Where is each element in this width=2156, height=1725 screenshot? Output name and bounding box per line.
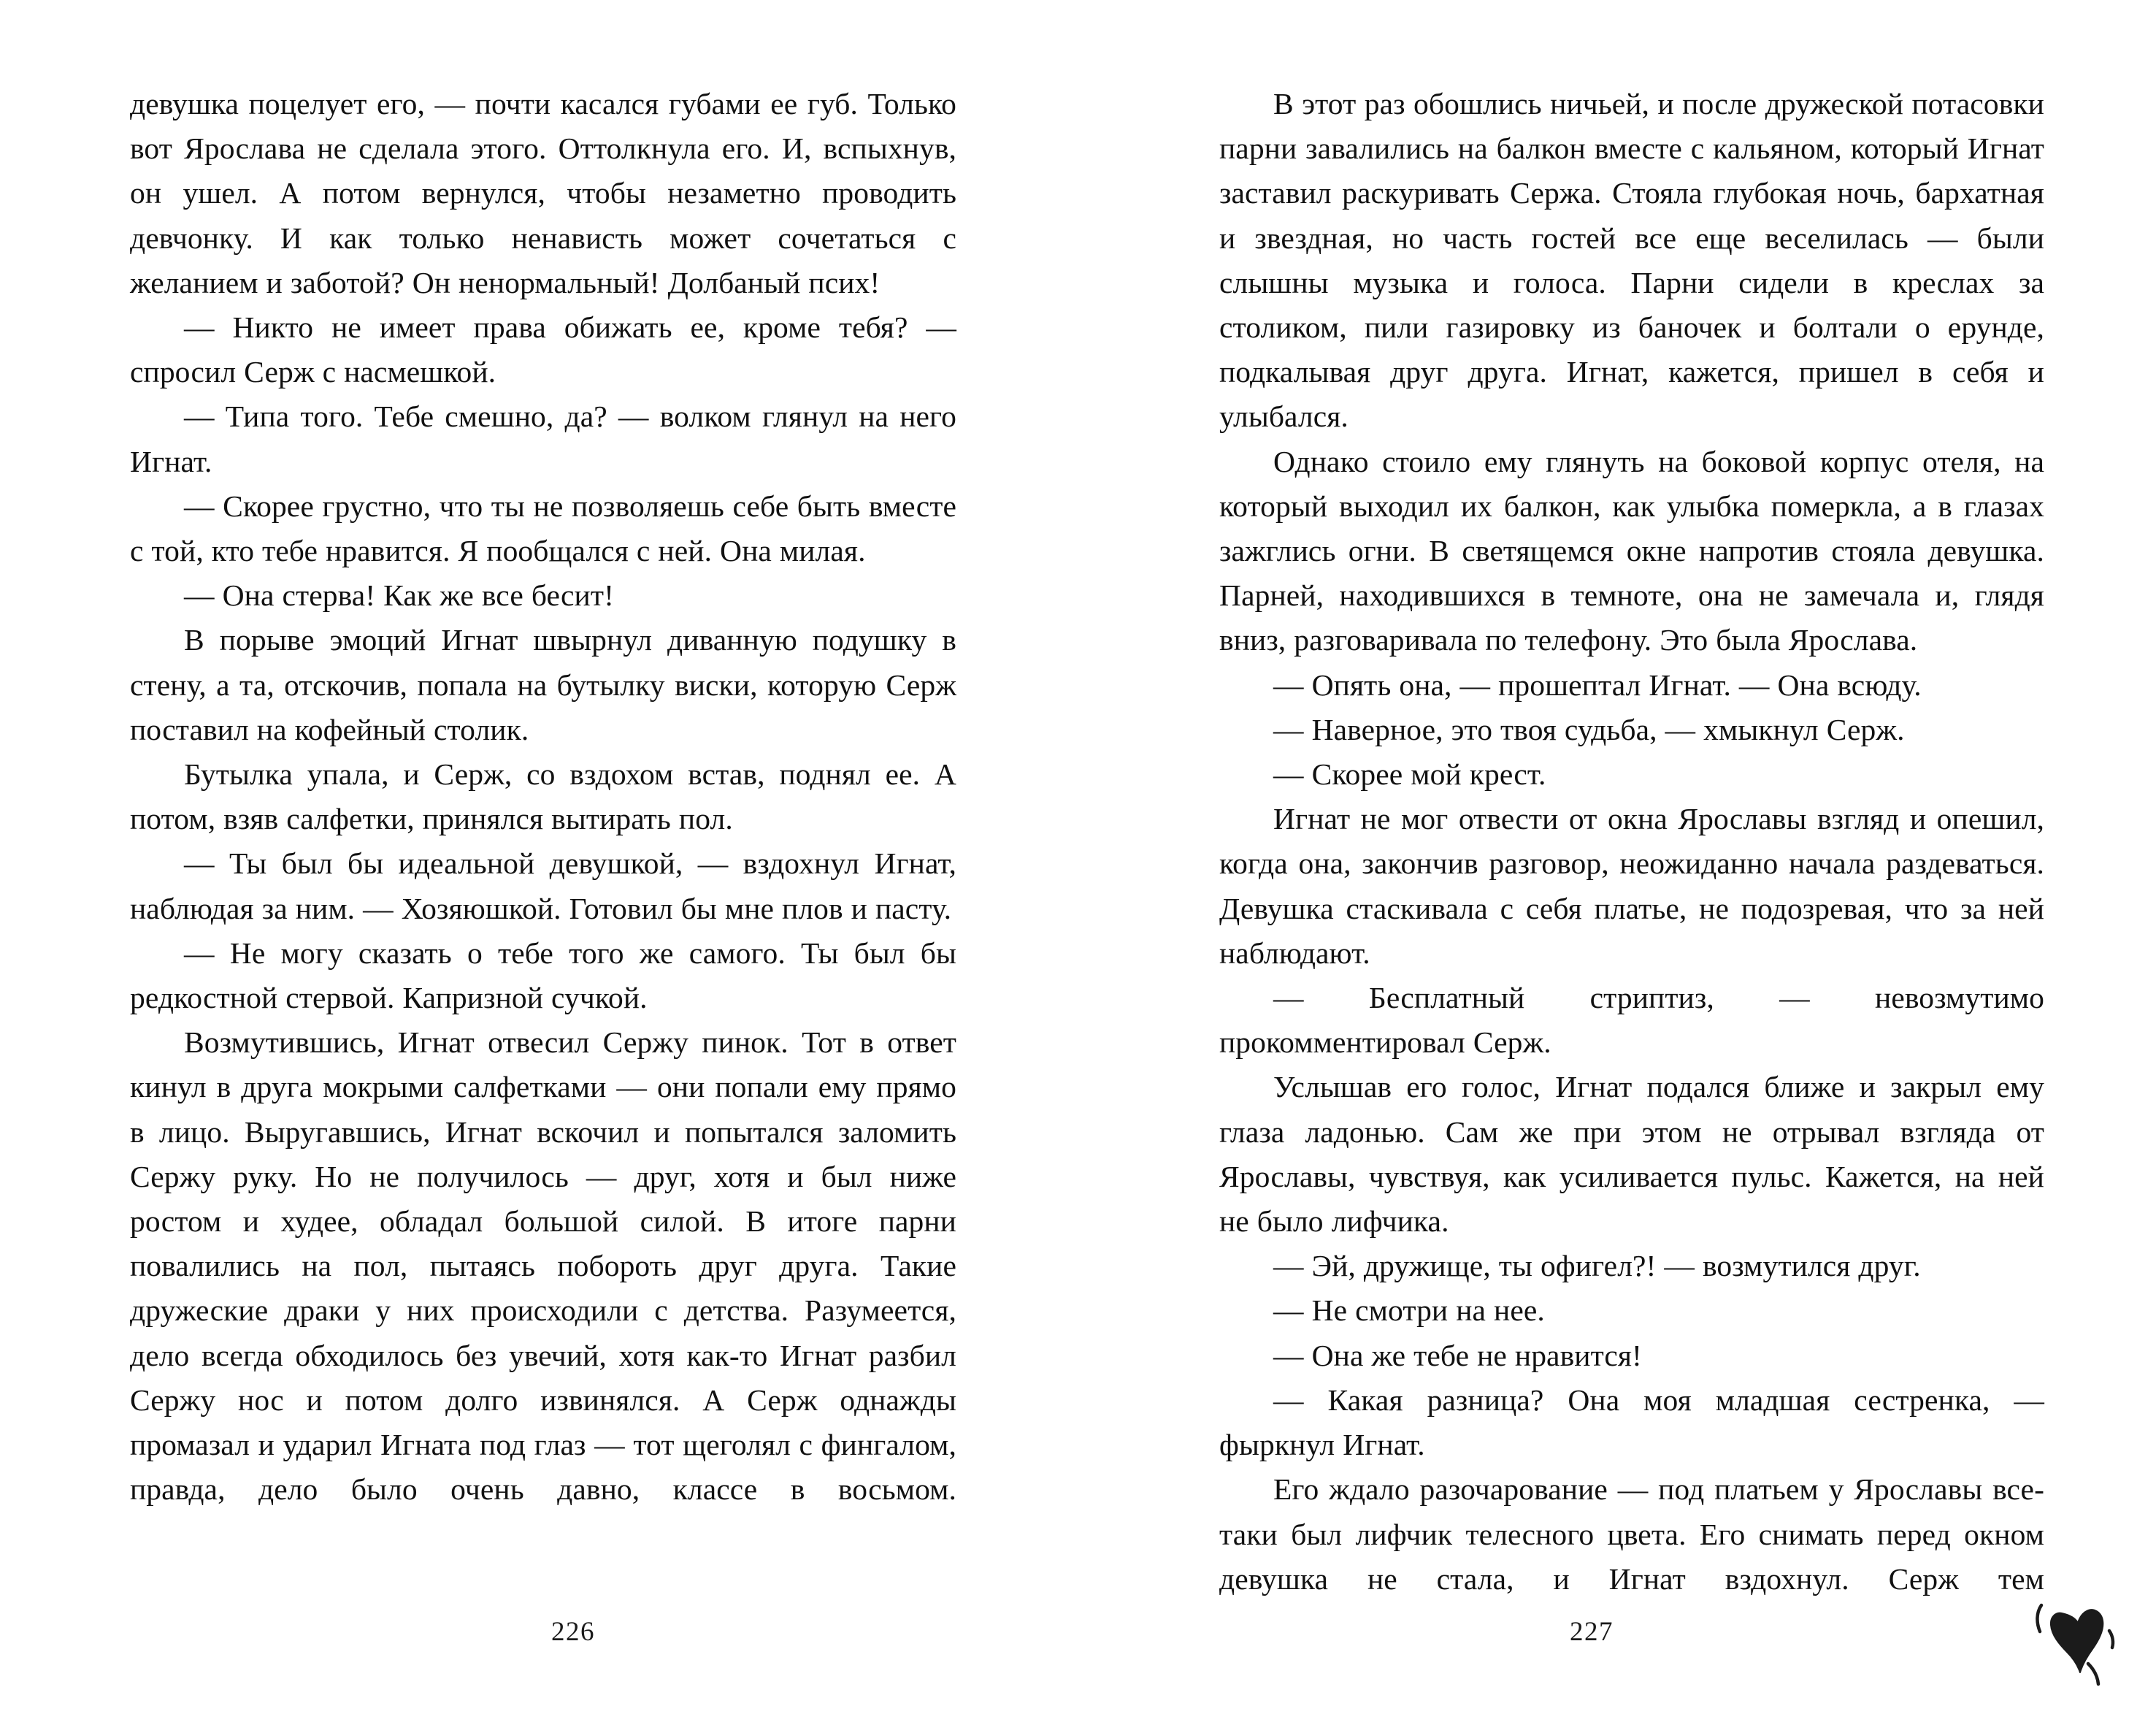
page-number-left: 226: [551, 1617, 595, 1647]
page-number-right: 227: [1570, 1617, 1614, 1647]
right-page-paragraph: — Какая разница? Она моя младшая сестренка, — фыркнул Игнат.: [1219, 1382, 2044, 1462]
left-page-paragraph: — Не могу сказать о тебе того же самого. Ты был бы редкостной стервой. Капризной сучкой.: [130, 936, 956, 1015]
right-page-paragraph: — Наверное, это твоя судьба, — хмыкнул Серж.: [1273, 712, 1905, 746]
left-page-paragraph: Возмутившись, Игнат отвесил Сержу пинок. Тот в ответ кинул в друга мокрыми салфетками — они попали ему прямо в лицо. Выругавшись, Игнат вскочил и попытался заломить Сержу руку. Но не получилось — друг, хотя и был ниже ростом и худее, обладал большой силой. В итоге парни повалились на пол, пытаясь побороть друг друга. Такие дружеские драки у них происходили с детства. Разумеется, дело всегда обходилось без увечий, хотя как-то Игнат разбил Сержу нос и потом долго извинялся. А Серж однажды промазал и ударил Игната под глаз — тот щеголял с фингалом, правда, дело было очень давно, классе в восьмом.: [130, 1025, 956, 1507]
right-page-paragraph: — Она же тебе не нравится!: [1273, 1338, 1642, 1372]
right-page-paragraph: Игнат не мог отвести от окна Ярославы взгляд и опешил, когда она, закончив разговор, неожиданно начала раздеваться. Девушка стаскивала с себя платье, не подозревая, что за ней наблюдают.: [1219, 802, 2044, 970]
right-page-paragraph: В этот раз обошлись ничьей, и после дружеской потасовки парни завалились на балкон вместе с кальяном, который Игнат заставил раскуривать Сержа. Стояла глубокая ночь, бархатная и звездная, но часть гостей все еще веселилась — были слышны музыка и голоса. Парни сидели в креслах за столиком, пили газировку из баночек и болтали о ерунде, подкалывая друг друга. Игнат, кажется, пришел в себя и улыбался.: [1219, 87, 2044, 434]
heart-ornament: [2036, 1596, 2145, 1713]
right-page-paragraph: — Бесплатный стриптиз, — невозмутимо прокомментировал Серж.: [1219, 981, 2044, 1060]
left-page-paragraph: девушка поцелует его, — почти касался губами ее губ. Только вот Ярослава не сделала этого. Оттолкнула его. И, вспыхнув, он ушел. А потом вернулся, чтобы незаметно проводить девчонку. И как только ненависть может сочетаться с желанием и заботой? Он ненормальный! Долбаный псих!: [130, 87, 956, 299]
left-page-paragraph: — Ты был бы идеальной девушкой, — вздохнул Игнат, наблюдая за ним. — Хозяюшкой. Готовил бы мне плов и пасту.: [130, 846, 956, 925]
left-page-paragraph: — Типа того. Тебе смешно, да? — волком глянул на него Игнат.: [130, 399, 956, 478]
right-page-paragraph: — Не смотри на нее.: [1273, 1293, 1545, 1328]
right-page-paragraph: Услышав его голос, Игнат подался ближе и закрыл ему глаза ладонью. Сам же при этом не отрывал взгляда от Ярославы, чувствуя, как усиливается пульс. Кажется, на ней не было лифчика.: [1219, 1070, 2044, 1239]
left-page-paragraph: — Она стерва! Как же все бесит!: [184, 578, 615, 613]
right-page-paragraph: — Скорее мой крест.: [1273, 757, 1546, 792]
right-page-paragraph: — Эй, дружище, ты офигел?! — возмутился друг.: [1273, 1249, 1921, 1283]
right-page-text-column: [1219, 82, 2044, 1602]
right-page-paragraph: — Опять она, — прошептал Игнат. — Она всюду.: [1273, 668, 1922, 702]
left-page-text-column: [130, 82, 956, 1512]
left-page-paragraph: В порыве эмоций Игнат швырнул диванную подушку в стену, а та, отскочив, попала на бутылку виски, которую Серж поставил на кофейный столик.: [130, 623, 956, 746]
left-page-paragraph: Бутылка упала, и Серж, со вздохом встав, поднял ее. А потом, взяв салфетки, принялся вытирать пол.: [130, 757, 956, 836]
right-page-paragraph: Однако стоило ему глянуть на боковой корпус отеля, на который выходил их балкон, как улыбка померкла, а в глазах зажглись огни. В светящемся окне напротив стояла девушка. Парней, находившихся в темноте, она не замечала и, глядя вниз, разговаривала по телефону. Это была Ярослава.: [1219, 444, 2044, 657]
right-page-paragraph: Его ждало разочарование — под платьем у Ярославы все-таки был лифчик телесного цвета. Его снимать перед окном девушка не стала, и Игнат вздохнул. Серж тем: [1219, 1472, 2044, 1596]
left-page-paragraph: — Никто не имеет права обижать ее, кроме тебя? — спросил Серж с насмешкой.: [130, 310, 956, 389]
left-page-paragraph: — Скорее грустно, что ты не позволяешь себе быть вместе с той, кто тебе нравится. Я пообщался с ней. Она милая.: [130, 489, 956, 568]
